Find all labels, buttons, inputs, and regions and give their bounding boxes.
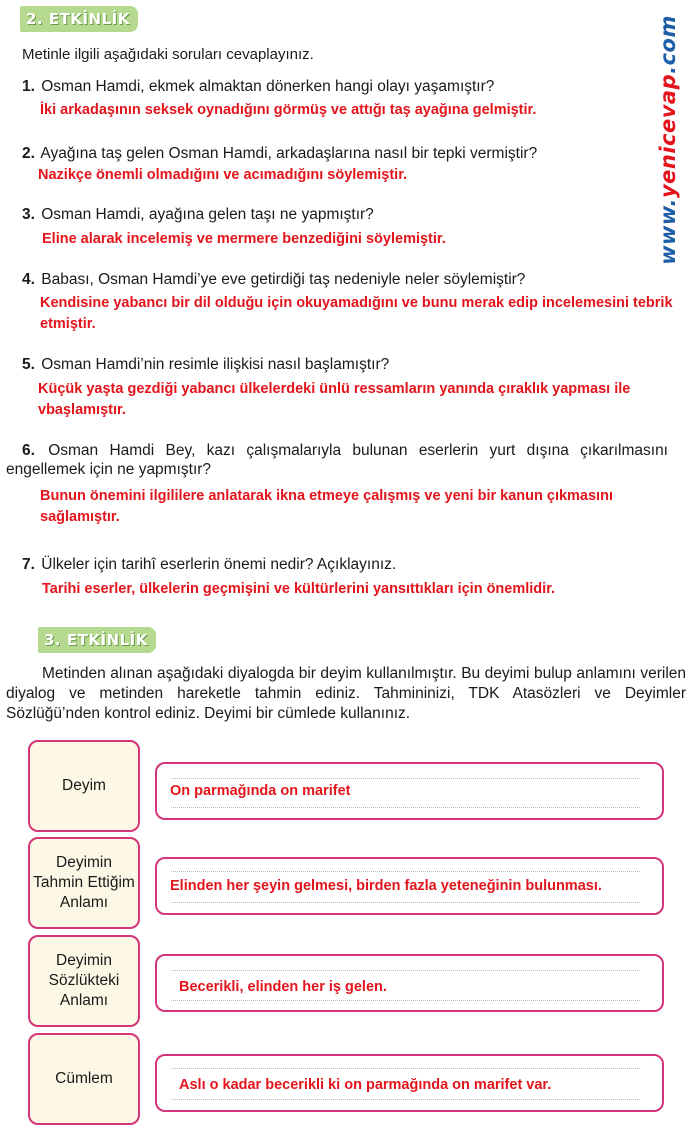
label-box-tahmin: Deyimin Tahmin Ettiğim Anlamı xyxy=(28,837,140,929)
question-2: 2. Ayağına taş gelen Osman Hamdi, arkadaşlarına nasıl bir tepki vermiştir? xyxy=(22,145,538,162)
dotted-line xyxy=(171,871,640,872)
question-5: 5. Osman Hamdi’nin resimle ilişkisi nasıl başlamıştır? xyxy=(22,356,390,373)
activity-2-intro: Metinle ilgili aşağıdaki soruları cevaplayınız. xyxy=(22,46,314,63)
dotted-line xyxy=(171,1099,640,1100)
answer-text-cumlem: Aslı o kadar becerikli ki on parmağında on marifet var. xyxy=(179,1077,552,1093)
answer-2: Nazikçe önemli olmadığını ve acımadığını söylemiştir. xyxy=(38,167,408,183)
answer-text-tahmin: Elinden her şeyin gelmesi, birden fazla yeteneğinin bulunması. xyxy=(170,878,602,894)
answer-3: Eline alarak incelemiş ve mermere benzediğini söylemiştir. xyxy=(42,231,446,247)
activity-2-title: 2. ETKİNLİK xyxy=(20,6,138,32)
label-box-cumlem: Cümlem xyxy=(28,1033,140,1125)
answer-text-sozluk: Becerikli, elinden her iş gelen. xyxy=(179,979,387,995)
answer-text-deyim: On parmağında on marifet xyxy=(170,783,351,799)
activity-3-paragraph: Metinden alınan aşağıdaki diyalogda bir deyim kullanılmıştır. Bu deyimi bulup anlamını verilen diyalog ve metinden hareketle tahmin ediniz. Tahmininizi, TDK Atasözleri ve Deyimler Sözlüğü’nden kontrol ediniz. Deyimi bir cümlede kullanınız. xyxy=(6,665,686,722)
answer-5: Küçük yaşta gezdiği yabancı ülkelerdeki ünlü ressamların yanında çıraklık yapması ile vbaşlamıştır. xyxy=(38,381,631,418)
answer-box-deyim xyxy=(155,762,664,820)
answer-box-cumlem xyxy=(155,1054,664,1112)
answer-6: Bunun önemini ilgililere anlatarak ikna etmeye çalışmış ve yeni bir kanun çıkmasını sağlamıştır. xyxy=(40,488,613,525)
answer-7: Tarihi eserler, ülkelerin geçmişini ve kültürlerini yansıttıkları için önemlidir. xyxy=(42,581,556,597)
question-3: 3. Osman Hamdi, ayağına gelen taşı ne yapmıştır? xyxy=(22,206,374,223)
answer-box-sozluk xyxy=(155,954,664,1012)
question-7: 7. Ülkeler için tarihî eserlerin önemi nedir? Açıklayınız. xyxy=(22,556,397,573)
answer-1: İki arkadaşının seksek oynadığını görmüş ve attığı taş ayağına gelmiştir. xyxy=(40,102,537,118)
question-1: 1. Osman Hamdi, ekmek almaktan dönerken hangi olayı yaşamıştır? xyxy=(22,78,495,95)
dotted-line xyxy=(171,902,640,903)
answer-4: Kendisine yabancı bir dil olduğu için okuyamadığını ve bunu merak edip incelemesini tebrik etmiştir. xyxy=(40,295,673,332)
dotted-line xyxy=(171,1000,640,1001)
question-6: 6. Osman Hamdi Bey, kazı çalışmalarıyla bulunan eserlerin yurt dışına çıkarılmasını engellemek için ne yapmıştır? xyxy=(6,442,668,478)
label-box-sozluk: Deyimin Sözlükteki Anlamı xyxy=(28,935,140,1027)
answer-box-tahmin xyxy=(155,857,664,915)
watermark: www.yenicevap.com xyxy=(656,15,680,265)
dotted-line xyxy=(171,778,640,779)
question-4: 4. Babası, Osman Hamdi’ye eve getirdiği taş nedeniyle neler söylemiştir? xyxy=(22,271,526,288)
dotted-line xyxy=(171,970,640,971)
label-box-deyim: Deyim xyxy=(28,740,140,832)
activity-3-title: 3. ETKİNLİK xyxy=(38,627,156,653)
dotted-line xyxy=(171,807,640,808)
dotted-line xyxy=(171,1068,640,1069)
